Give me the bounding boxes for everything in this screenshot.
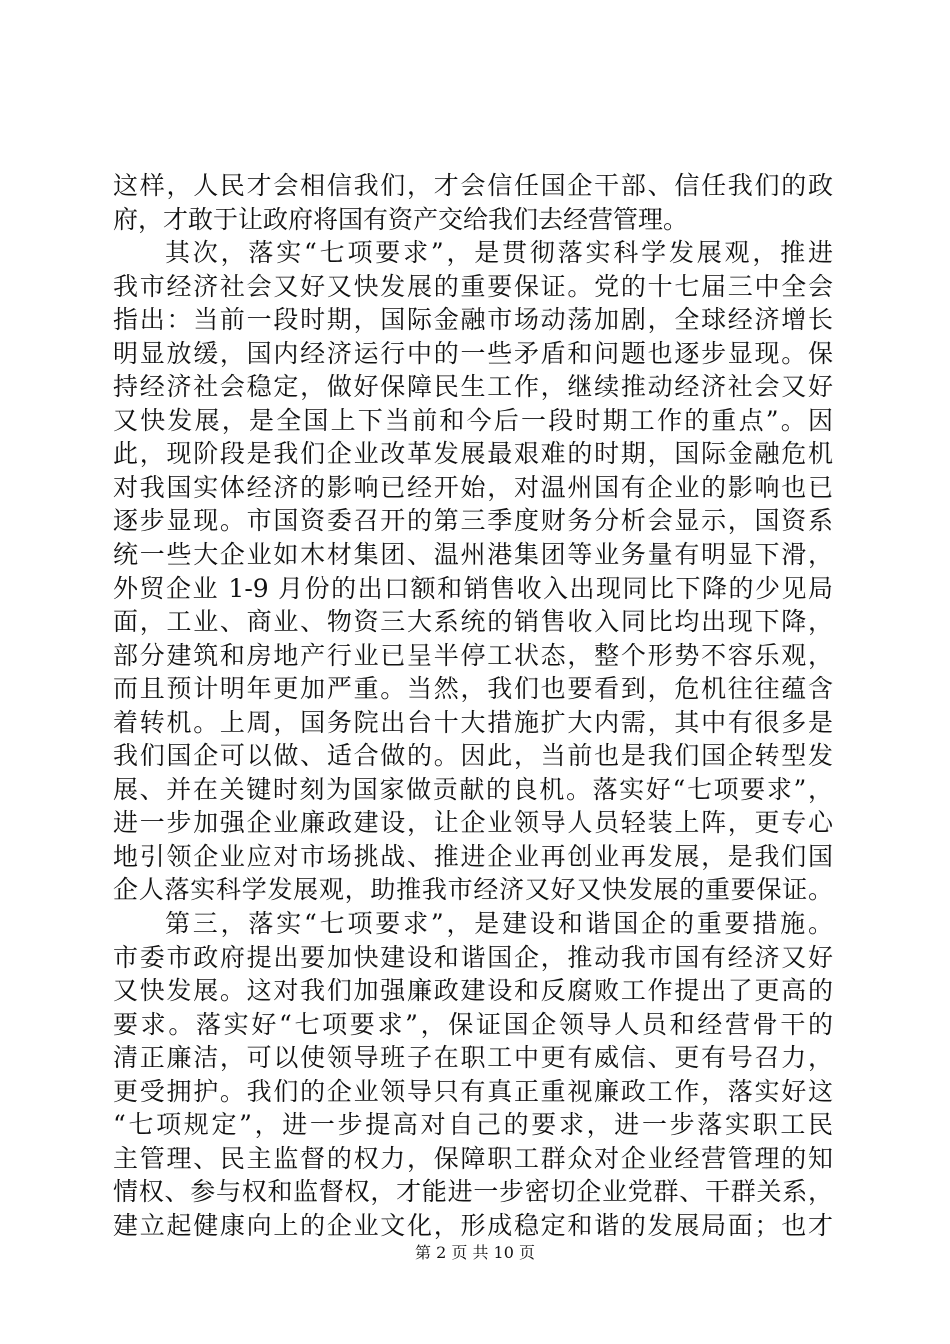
text-line: 外贸企业 1-9 月份的出口额和销售收入出现同比下降的少见局 xyxy=(113,573,833,603)
text-line: 展、并在关键时刻为国家做贡献的良机。落实好“七项要求”， xyxy=(113,774,833,804)
text-line: 建立起健康向上的企业文化，形成稳定和谐的发展局面；也才 xyxy=(113,1210,833,1240)
text-line: 对我国实体经济的影响已经开始，对温州国有企业的影响也已 xyxy=(113,472,833,502)
text-line: 市委市政府提出要加快建设和谐国企，推动我市国有经济又好 xyxy=(113,942,833,972)
text-line: “七项规定”，进一步提高对自己的要求，进一步落实职工民 xyxy=(113,1110,833,1140)
text-line: 此，现阶段是我们企业改革发展最艰难的时期，国际金融危机 xyxy=(113,439,833,469)
text-line: 府，才敢于让政府将国有资产交给我们去经营管理。 xyxy=(113,204,689,234)
text-line: 这样，人民才会相信我们，才会信任国企干部、信任我们的政 xyxy=(113,171,833,200)
text-line: 企人落实科学发展观，助推我市经济又好又快发展的重要保证。 xyxy=(113,875,833,905)
text-line: 明显放缓，国内经济运行中的一些矛盾和问题也逐步显现。保 xyxy=(113,338,833,368)
text-line: 着转机。上周，国务院出台十大措施扩大内需，其中有很多是 xyxy=(113,707,833,737)
text-line: 又快发展，是全国上下当前和今后一段时期工作的重点”。因 xyxy=(113,405,833,435)
text-line: 第三，落实“七项要求”，是建设和谐国企的重要措施。 xyxy=(165,909,833,939)
text-line: 我们国企可以做、适合做的。因此，当前也是我们国企转型发 xyxy=(113,741,833,771)
text-line: 统一些大企业如木材集团、温州港集团等业务量有明显下滑， xyxy=(113,540,833,570)
text-line: 逐步显现。市国资委召开的第三季度财务分析会显示，国资系 xyxy=(113,506,833,536)
text-line: 又快发展。这对我们加强廉政建设和反腐败工作提出了更高的 xyxy=(113,976,833,1006)
text-line: 持经济社会稳定，做好保障民生工作，继续推动经济社会又好 xyxy=(113,372,833,402)
text-line: 面，工业、商业、物资三大系统的销售收入同比均出现下降， xyxy=(113,607,833,637)
document-body xyxy=(113,169,833,1243)
text-line: 要求。落实好“七项要求”，保证国企领导人员和经营骨干的 xyxy=(113,1009,833,1039)
text-line: 主管理、民主监督的权力，保障职工群众对企业经营管理的知 xyxy=(113,1143,833,1173)
text-line: 我市经济社会又好又快发展的重要保证。党的十七届三中全会 xyxy=(113,271,833,301)
text-line: 其次，落实“七项要求”，是贯彻落实科学发展观，推进 xyxy=(165,238,833,268)
text-line: 而且预计明年更加严重。当然，我们也要看到，危机往往蕴含 xyxy=(113,674,833,704)
text-line: 情权、参与权和监督权，才能进一步密切企业党群、干群关系， xyxy=(113,1177,833,1207)
text-line: 进一步加强企业廉政建设，让企业领导人员轻装上阵，更专心 xyxy=(113,808,833,838)
text-line: 部分建筑和房地产行业已呈半停工状态，整个形势不容乐观， xyxy=(113,640,833,670)
text-line: 地引领企业应对市场挑战、推进企业再创业再发展，是我们国 xyxy=(113,841,833,871)
text-line: 更受拥护。我们的企业领导只有真正重视廉政工作，落实好这 xyxy=(113,1076,833,1106)
page-footer: 第 2 页 共 10 页 xyxy=(415,1243,535,1262)
text-line: 清正廉洁，可以使领导班子在职工中更有威信、更有号召力， xyxy=(113,1043,833,1073)
text-line: 指出：当前一段时期，国际金融市场动荡加剧，全球经济增长 xyxy=(113,305,833,335)
